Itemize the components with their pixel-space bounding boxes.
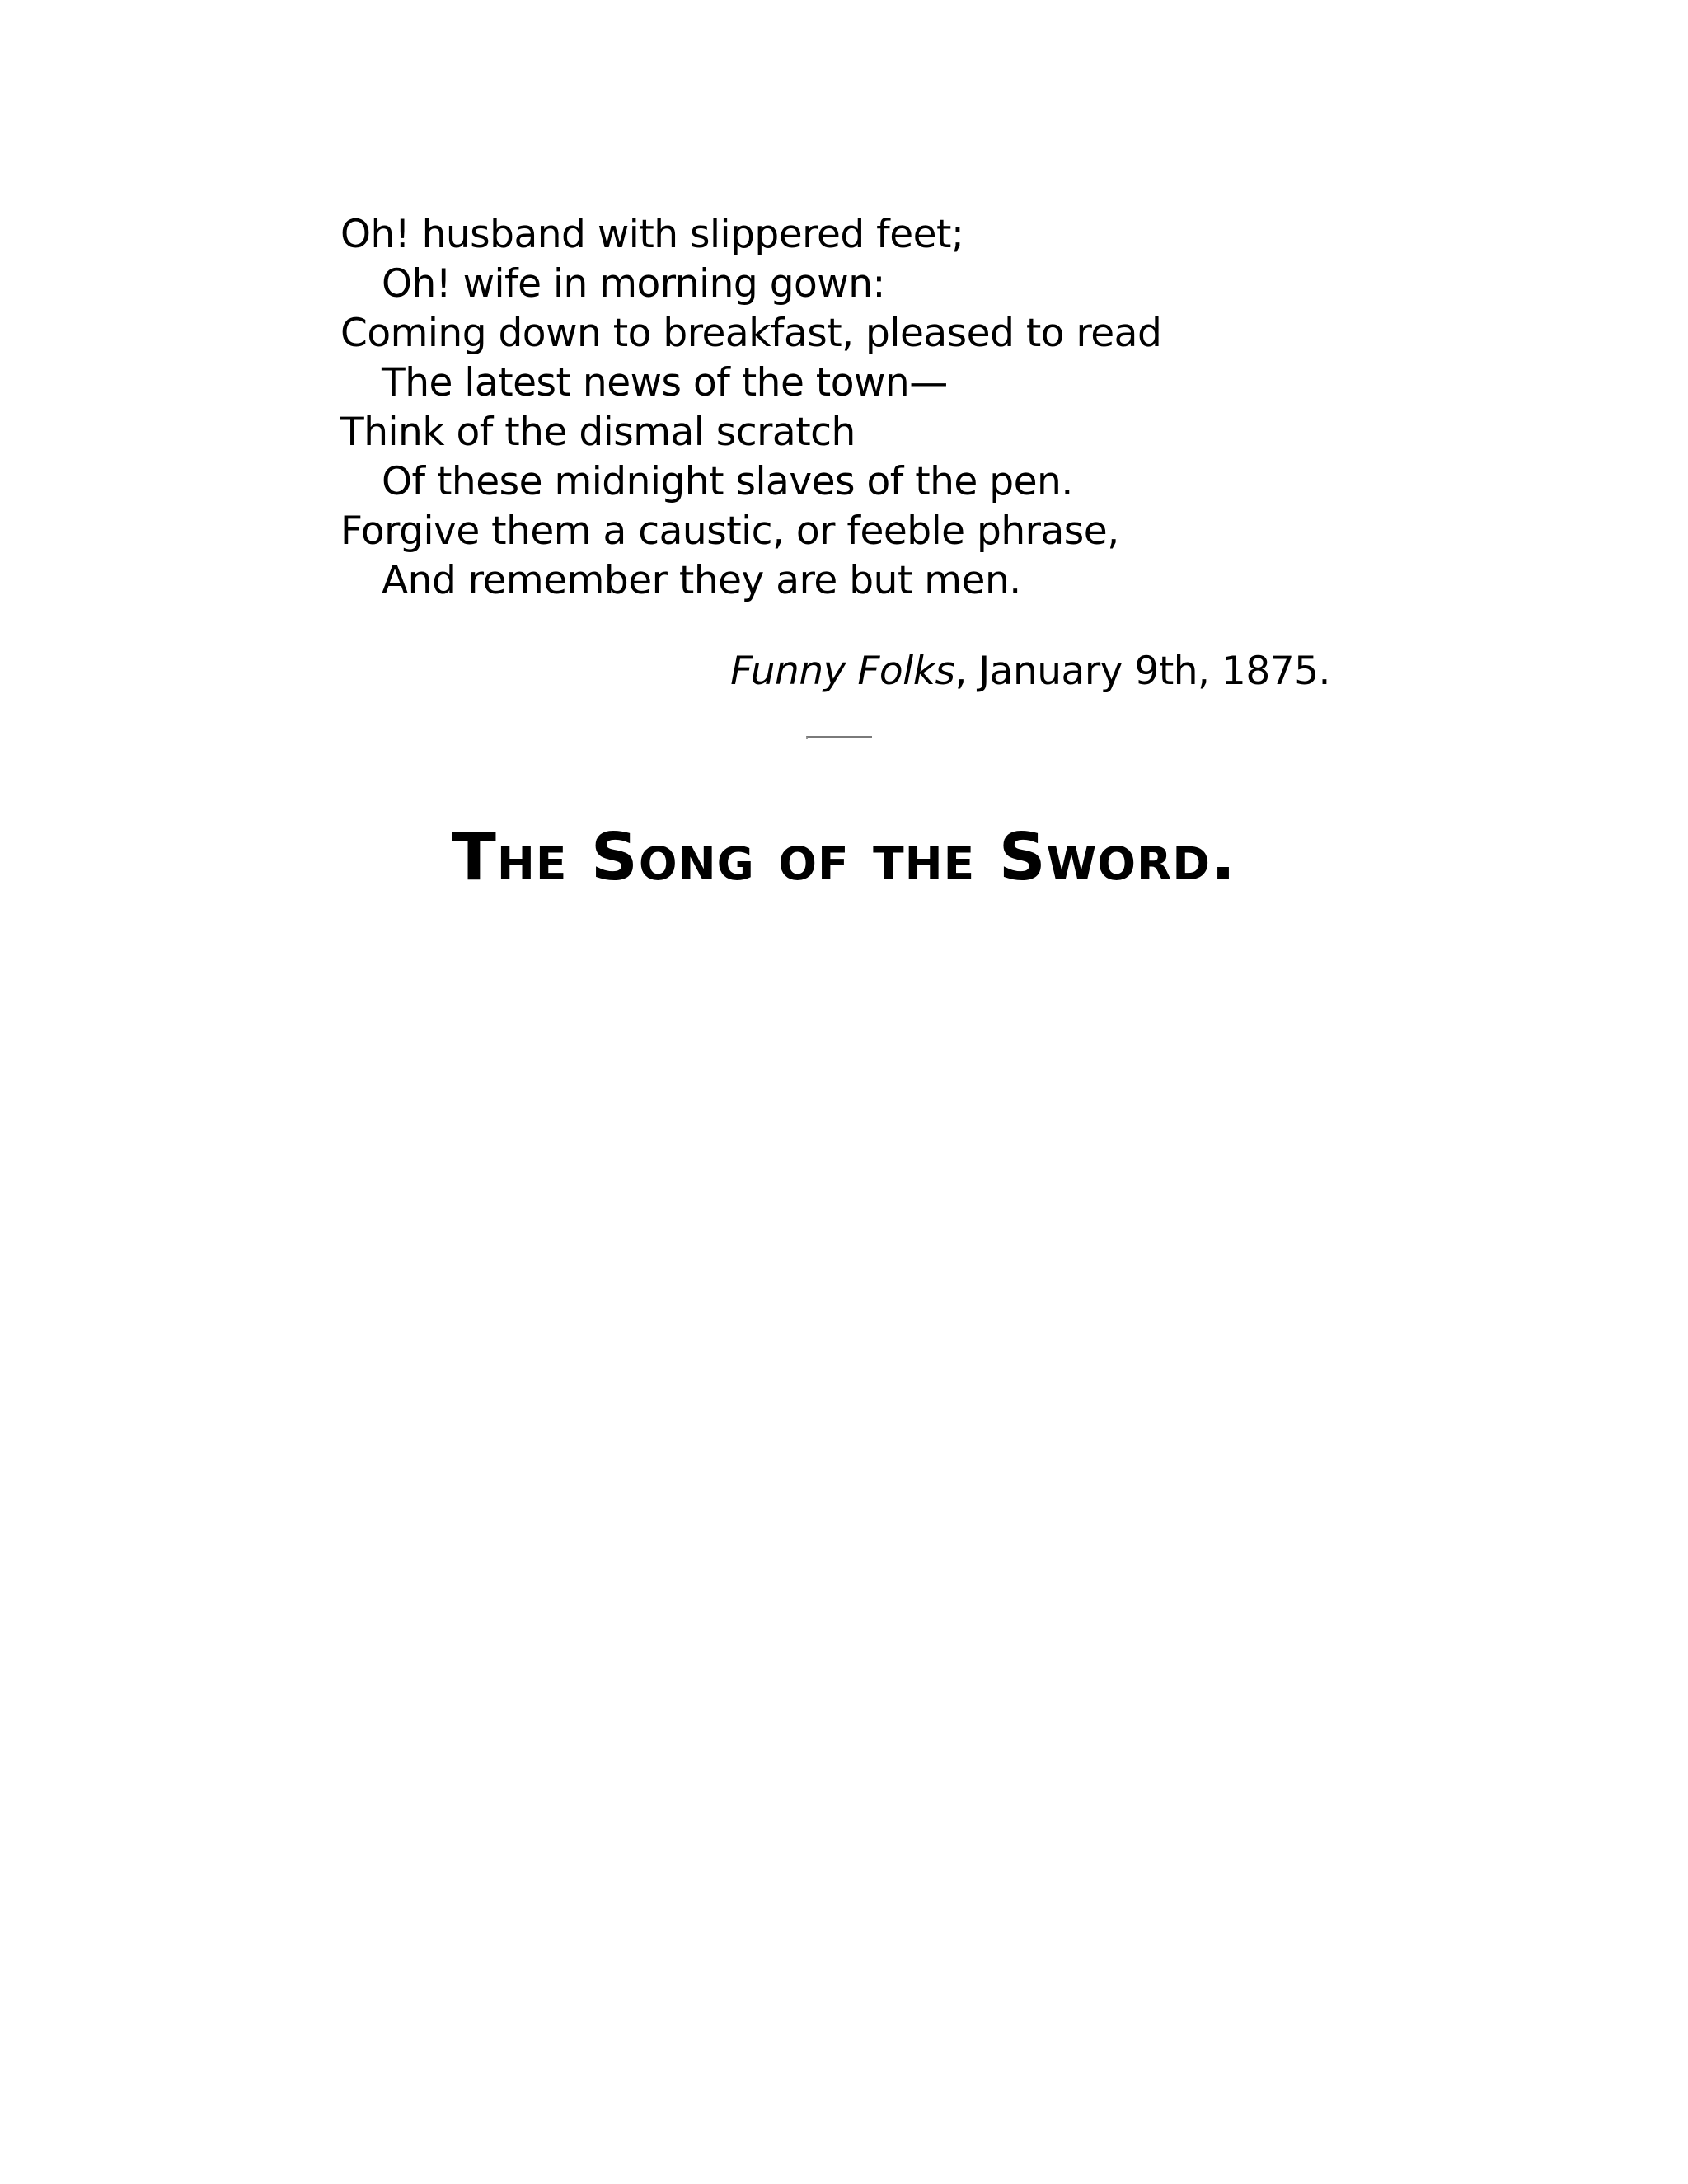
poem-line: The latest news of the town— [382, 360, 948, 405]
poem-line: Coming down to breakfast, pleased to read [340, 311, 1162, 356]
section-divider [806, 736, 872, 739]
section-title: The Song of the Sword. [451, 819, 1237, 895]
source-citation [730, 647, 1330, 696]
poem-stanza [340, 210, 1161, 606]
poem-line: And remember they are but men. [382, 558, 1021, 603]
publication-date: , January 9th, 1875. [954, 649, 1330, 694]
poem-line: Oh! husband with slippered feet; [340, 212, 964, 257]
poem-line: Think of the dismal scratch [340, 410, 856, 455]
poem-line: Forgive them a caustic, or feeble phrase, [340, 509, 1119, 554]
poem-line: Oh! wife in morning gown: [382, 261, 885, 307]
poem-line: Of these midnight slaves of the pen. [382, 459, 1073, 504]
publication-name: Funny Folks [730, 649, 955, 694]
